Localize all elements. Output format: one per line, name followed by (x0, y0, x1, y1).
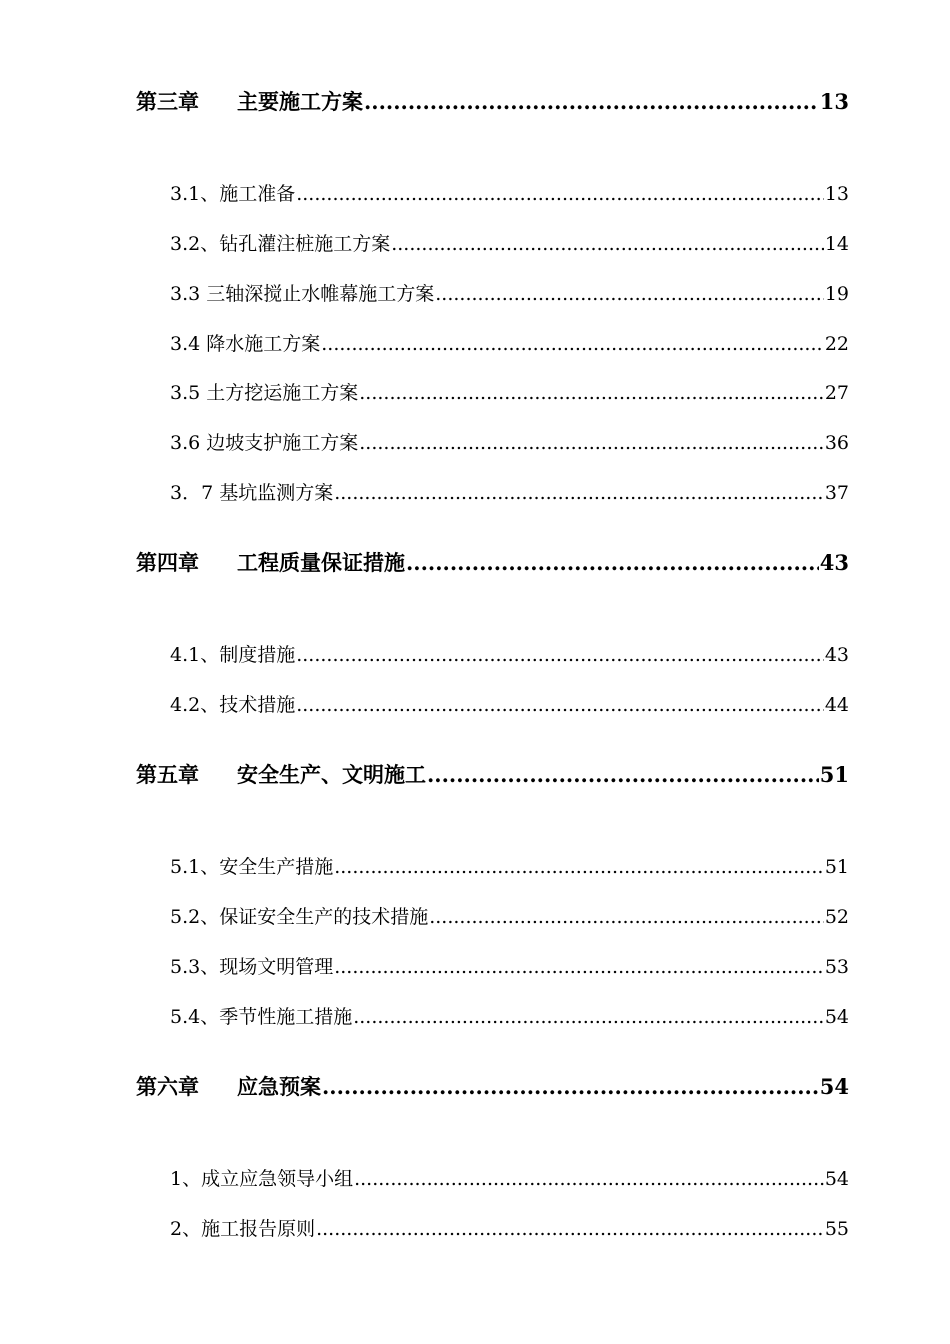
section-title: 5.2、保证安全生产的技术措施 (170, 906, 429, 928)
dot-leader (334, 856, 824, 878)
page-number: 54 (824, 1006, 849, 1028)
dot-leader (406, 550, 819, 575)
dot-leader (359, 432, 824, 454)
page-number: 27 (824, 382, 849, 404)
section-title: 3.6 边坡支护施工方案 (170, 432, 359, 454)
dot-leader (435, 283, 824, 305)
section-title: 3.1、施工准备 (170, 183, 296, 205)
page-number: 36 (824, 432, 849, 454)
page-number: 13 (819, 89, 849, 114)
toc-chapter-3[interactable] (136, 86, 849, 116)
page-number: 51 (824, 856, 849, 878)
dot-leader (359, 382, 824, 404)
page-number: 44 (824, 694, 849, 716)
dot-leader (296, 644, 824, 666)
toc-section-3-3[interactable] (170, 279, 849, 306)
dot-leader (353, 1006, 824, 1028)
section-title: 2、施工报告原则 (170, 1218, 316, 1240)
dot-leader (322, 1074, 819, 1099)
chapter-title: 应急预案 (237, 1074, 321, 1099)
page-number: 54 (824, 1168, 849, 1190)
dot-leader (296, 694, 824, 716)
page-number: 43 (824, 644, 849, 666)
section-title: 4.2、技术措施 (170, 694, 296, 716)
page-number: 51 (819, 762, 849, 787)
toc-section-3-2[interactable] (170, 229, 849, 256)
section-title: 3.2、钻孔灌注桩施工方案 (170, 233, 391, 255)
chapter-number: 第六章 (136, 1074, 199, 1099)
page-number: 19 (824, 283, 849, 305)
dot-leader (364, 89, 819, 114)
section-title: 3.3 三轴深搅止水帷幕施工方案 (170, 283, 435, 305)
section-title: 4.1、制度措施 (170, 644, 296, 666)
dot-leader (321, 333, 824, 355)
section-title: 3.5 土方挖运施工方案 (170, 382, 359, 404)
toc-section-5-1[interactable] (170, 852, 849, 879)
toc-chapter-6[interactable] (136, 1071, 849, 1101)
chapter-number: 第三章 (136, 89, 199, 114)
dot-leader (354, 1168, 824, 1190)
toc-section-3-1[interactable] (170, 179, 849, 206)
section-title: 5.1、安全生产措施 (170, 856, 334, 878)
page-number: 43 (819, 550, 849, 575)
page-number: 13 (824, 183, 849, 205)
section-title: 3.4 降水施工方案 (170, 333, 321, 355)
page-number: 55 (824, 1218, 849, 1240)
page-number: 53 (824, 956, 849, 978)
toc-section-3-5[interactable] (170, 378, 849, 405)
page-number: 22 (824, 333, 849, 355)
page-number: 52 (824, 906, 849, 928)
toc-section-6-2[interactable] (170, 1214, 849, 1241)
chapter-number: 第四章 (136, 550, 199, 575)
page-number: 14 (824, 233, 849, 255)
section-title: 5.3、现场文明管理 (170, 956, 334, 978)
dot-leader (296, 183, 824, 205)
toc-section-4-2[interactable] (170, 690, 849, 717)
chapter-title: 主要施工方案 (237, 89, 363, 114)
toc-section-6-1[interactable] (170, 1164, 849, 1191)
chapter-number: 第五章 (136, 762, 199, 787)
dot-leader (316, 1218, 824, 1240)
dot-leader (334, 956, 824, 978)
toc-section-3-4[interactable] (170, 329, 849, 356)
toc-section-4-1[interactable] (170, 640, 849, 667)
dot-leader (429, 906, 824, 928)
toc-section-5-4[interactable] (170, 1002, 849, 1029)
dot-leader (391, 233, 824, 255)
toc-chapter-4[interactable] (136, 547, 849, 577)
section-title: 3．7 基坑监测方案 (170, 482, 334, 504)
toc-section-5-2[interactable] (170, 902, 849, 929)
toc-section-3-7[interactable] (170, 478, 849, 505)
page-number: 54 (819, 1074, 849, 1099)
chapter-title: 安全生产、文明施工 (237, 762, 426, 787)
page-number: 37 (824, 482, 849, 504)
section-title: 5.4、季节性施工措施 (170, 1006, 353, 1028)
dot-leader (427, 762, 819, 787)
toc-chapter-5[interactable] (136, 759, 849, 789)
dot-leader (334, 482, 824, 504)
chapter-title: 工程质量保证措施 (237, 550, 405, 575)
toc-section-5-3[interactable] (170, 952, 849, 979)
section-title: 1、成立应急领导小组 (170, 1168, 354, 1190)
toc-section-3-6[interactable] (170, 428, 849, 455)
